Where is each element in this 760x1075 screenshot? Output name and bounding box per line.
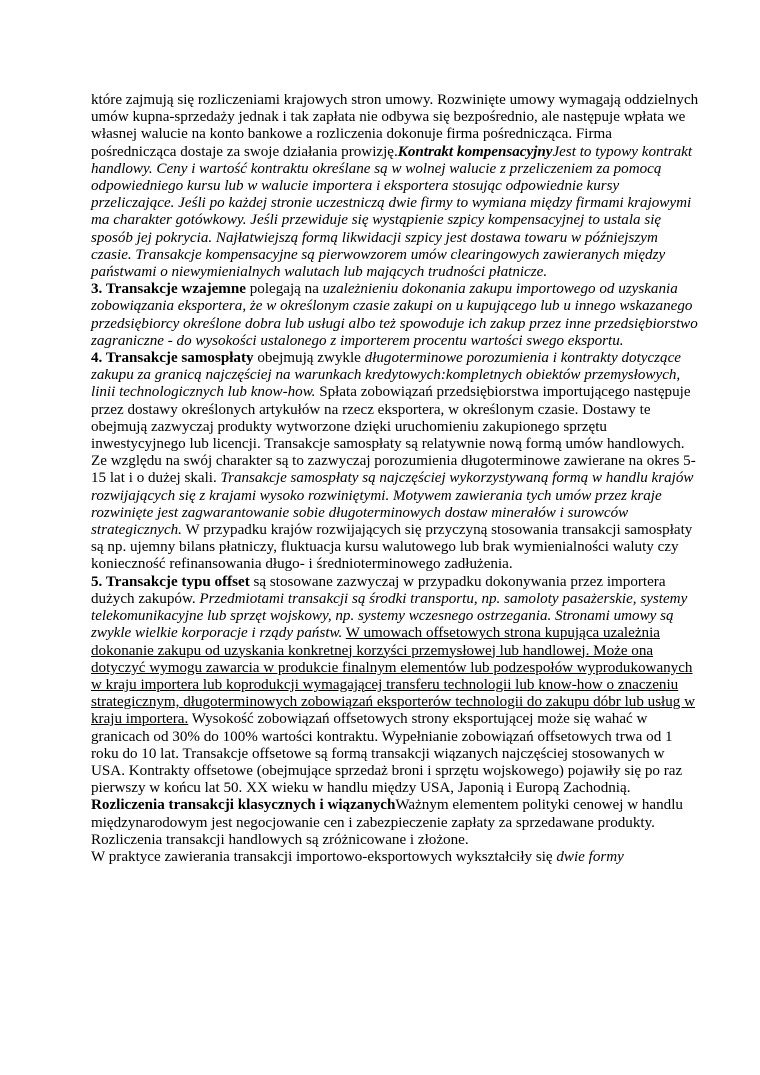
text-run-underlined: W umowach offsetowych strona kupująca uzależnia dokonanie zakupu od uzyskania konkretnej korzyści przemysłowej lub handlowej. Może ona dotyczyć wymogu zawarcia w produkcie finalnym elementów lub podzespołów wyprodukowanych w kraju importera lub koprodukcji wymagającej transferu technologii lub know-how o znaczeniu strategicznym, długoterminowych zobowiązań eksporterów technologii do zakupu dóbr lub usług w kraju importera. — [91, 625, 696, 728]
text-run-italic: dwie formy — [556, 848, 624, 865]
text-run: W przypadku krajów rozwijających się przyczyną stosowania transakcji samospłaty są np. ujemny bilans płatniczy, fluktuacja kursu walutowego lub brak wymienialności waluty czy konieczność refinansowania długo- i średnioterminowego zadłużenia. — [91, 522, 693, 573]
text-run: Wysokość zobowiązań offsetowych strony eksportującej może się wahać w granicach od 30% do 100% wartości kontraktu. Wypełnianie zobowiązań offsetowych trwa od 1 roku do 10 lat. Transakcje offsetowe są formą transakcji wiązanych najczęściej stosowanych w USA. Kontrakty offsetowe (obejmujące sprzedaż broni i sprzętu wojskowego) pojawiły się po raz pierwszy w końcu lat 50. XX wieku w handlu między USA, Japonią i Europą Zachodnią. — [91, 711, 683, 797]
text-run-italic: uzależnieniu dokonania zakupu importowego od uzyskania zobowiązania eksportera, że w określonym czasie zakupi on u kupującego lub u innego wskazanego przedsiębiorcy określone dobra lub usługi albo też spowoduje ich zakup przez inne przedsiębiorstwo zagraniczne - do wysokości ustalonego z importerem procentu wartości swego eksportu. — [91, 281, 698, 349]
text-run: polegają na — [245, 281, 323, 298]
text-run-italic: Jest to typowy kontrakt handlowy. Ceny i wartość kontraktu określane są w wolnej walucie z przeliczeniem za pomocą odpowiedniego kursu lub w walucie importera i eksportera stosując odpowiednie kursy przeliczające. Jeśli po każdej stronie uczestniczą dwie firmy to wymiana między firmami krajowymi ma charakter gotówkowy. Jeśli przewiduje się wystąpienie szpicy kompensacyjnej to ustala się sposób jej pokrycia. Najłatwiejszą formą likwidacji szpicy jest dostawa towaru w późniejszym czasie. Transakcje kompensacyjne są pierwowzorem umów clearingowych zawieranych między państwami o niewymienialnych walutach lub mających trudności płatnicze. — [91, 143, 693, 281]
paragraph-settlements — [91, 797, 700, 849]
paragraph-point-4 — [91, 350, 700, 574]
heading-transakcje-samosplaty: 4. Transakcje samospłaty — [91, 350, 254, 367]
document-body — [91, 92, 700, 866]
paragraph-point-5 — [91, 574, 700, 798]
text-run-italic: długoterminowe porozumienia i kontrakty dotyczące zakupu za granicą najczęściej na warunkach kredytowych:kompletnych obiektów przemysłowych, linii technologicznych lub know-how. — [91, 350, 681, 401]
text-run-italic: Przedmiotami transakcji są środki transportu, np. samoloty pasażerskie, systemy telekomunikacyjne lub sprzęt wojskowy, np. systemy wczesnego ostrzegania. Stronami umowy są zwykle wielkie korporacje i rządy państw. — [91, 590, 688, 642]
text-run: Ważnym elementem polityki cenowej w handlu międzynarodowym jest negocjowanie cen i zabezpieczenie zapłaty za sprzedawane produkty. Rozliczenia transakcji handlowych są zróżnicowane i złożone. — [91, 797, 683, 848]
heading-rozliczenia: Rozliczenia transakcji klasycznych i wiązanych — [91, 797, 396, 814]
text-run: są stosowane zazwyczaj w przypadku dokonywania przez importera dużych zakupów. — [91, 573, 666, 607]
paragraph-intro — [91, 92, 700, 281]
heading-transakcje-offset: 5. Transakcje typu offset — [91, 573, 250, 590]
paragraph-point-3 — [91, 281, 700, 350]
text-run: które zajmują się rozliczeniami krajowych stron umowy. Rozwinięte umowy wymagają oddzielnych umów kupna-sprzedaży jednak i tak zapłata nie odbywa się bezpośrednio, ale następuje wpłata we własnej walucie na konto bankowe a rozliczenia dokonuje firma pośrednicząca. Firma pośrednicząca dostaje za swoje działania prowizję. — [91, 92, 699, 160]
text-run: W praktyce zawierania transakcji importowo-eksportowych wykształciły się — [91, 848, 557, 865]
text-run: obejmują zwykle — [253, 350, 365, 367]
text-run-italic: Transakcje samospłaty są najczęściej wykorzystywaną formą w handlu krajów rozwijających się z krajami wysoko rozwiniętymi. Motywem zawierania tych umów przez kraje rozwinięte jest zagwarantowanie sobie długoterminowych dostaw minerałów i surowców strategicznych. — [91, 470, 694, 539]
heading-transakcje-wzajemne: 3. Transakcje wzajemne — [91, 281, 246, 298]
paragraph-practice — [91, 849, 700, 866]
text-run: Spłata zobowiązań przedsiębiorstwa importującego następuje przez dostawy określonych artykułów na rzecz eksportera, w określonym czasie. Dostawy te obejmują zazwyczaj produkty wytworzone dzięki uruchomieniu zakupionego sprzętu inwestycyjnego lub licencji. Transakcje samospłaty są relatywnie nową formą umów handlowych. Ze względu na swój charakter są to zazwyczaj porozumienia długoterminowe zawierane na okres 5-15 lat i o dużej skali. — [91, 384, 696, 487]
term-kontrakt-kompensacyjny: Kontrakt kompensacyjny — [397, 143, 553, 160]
